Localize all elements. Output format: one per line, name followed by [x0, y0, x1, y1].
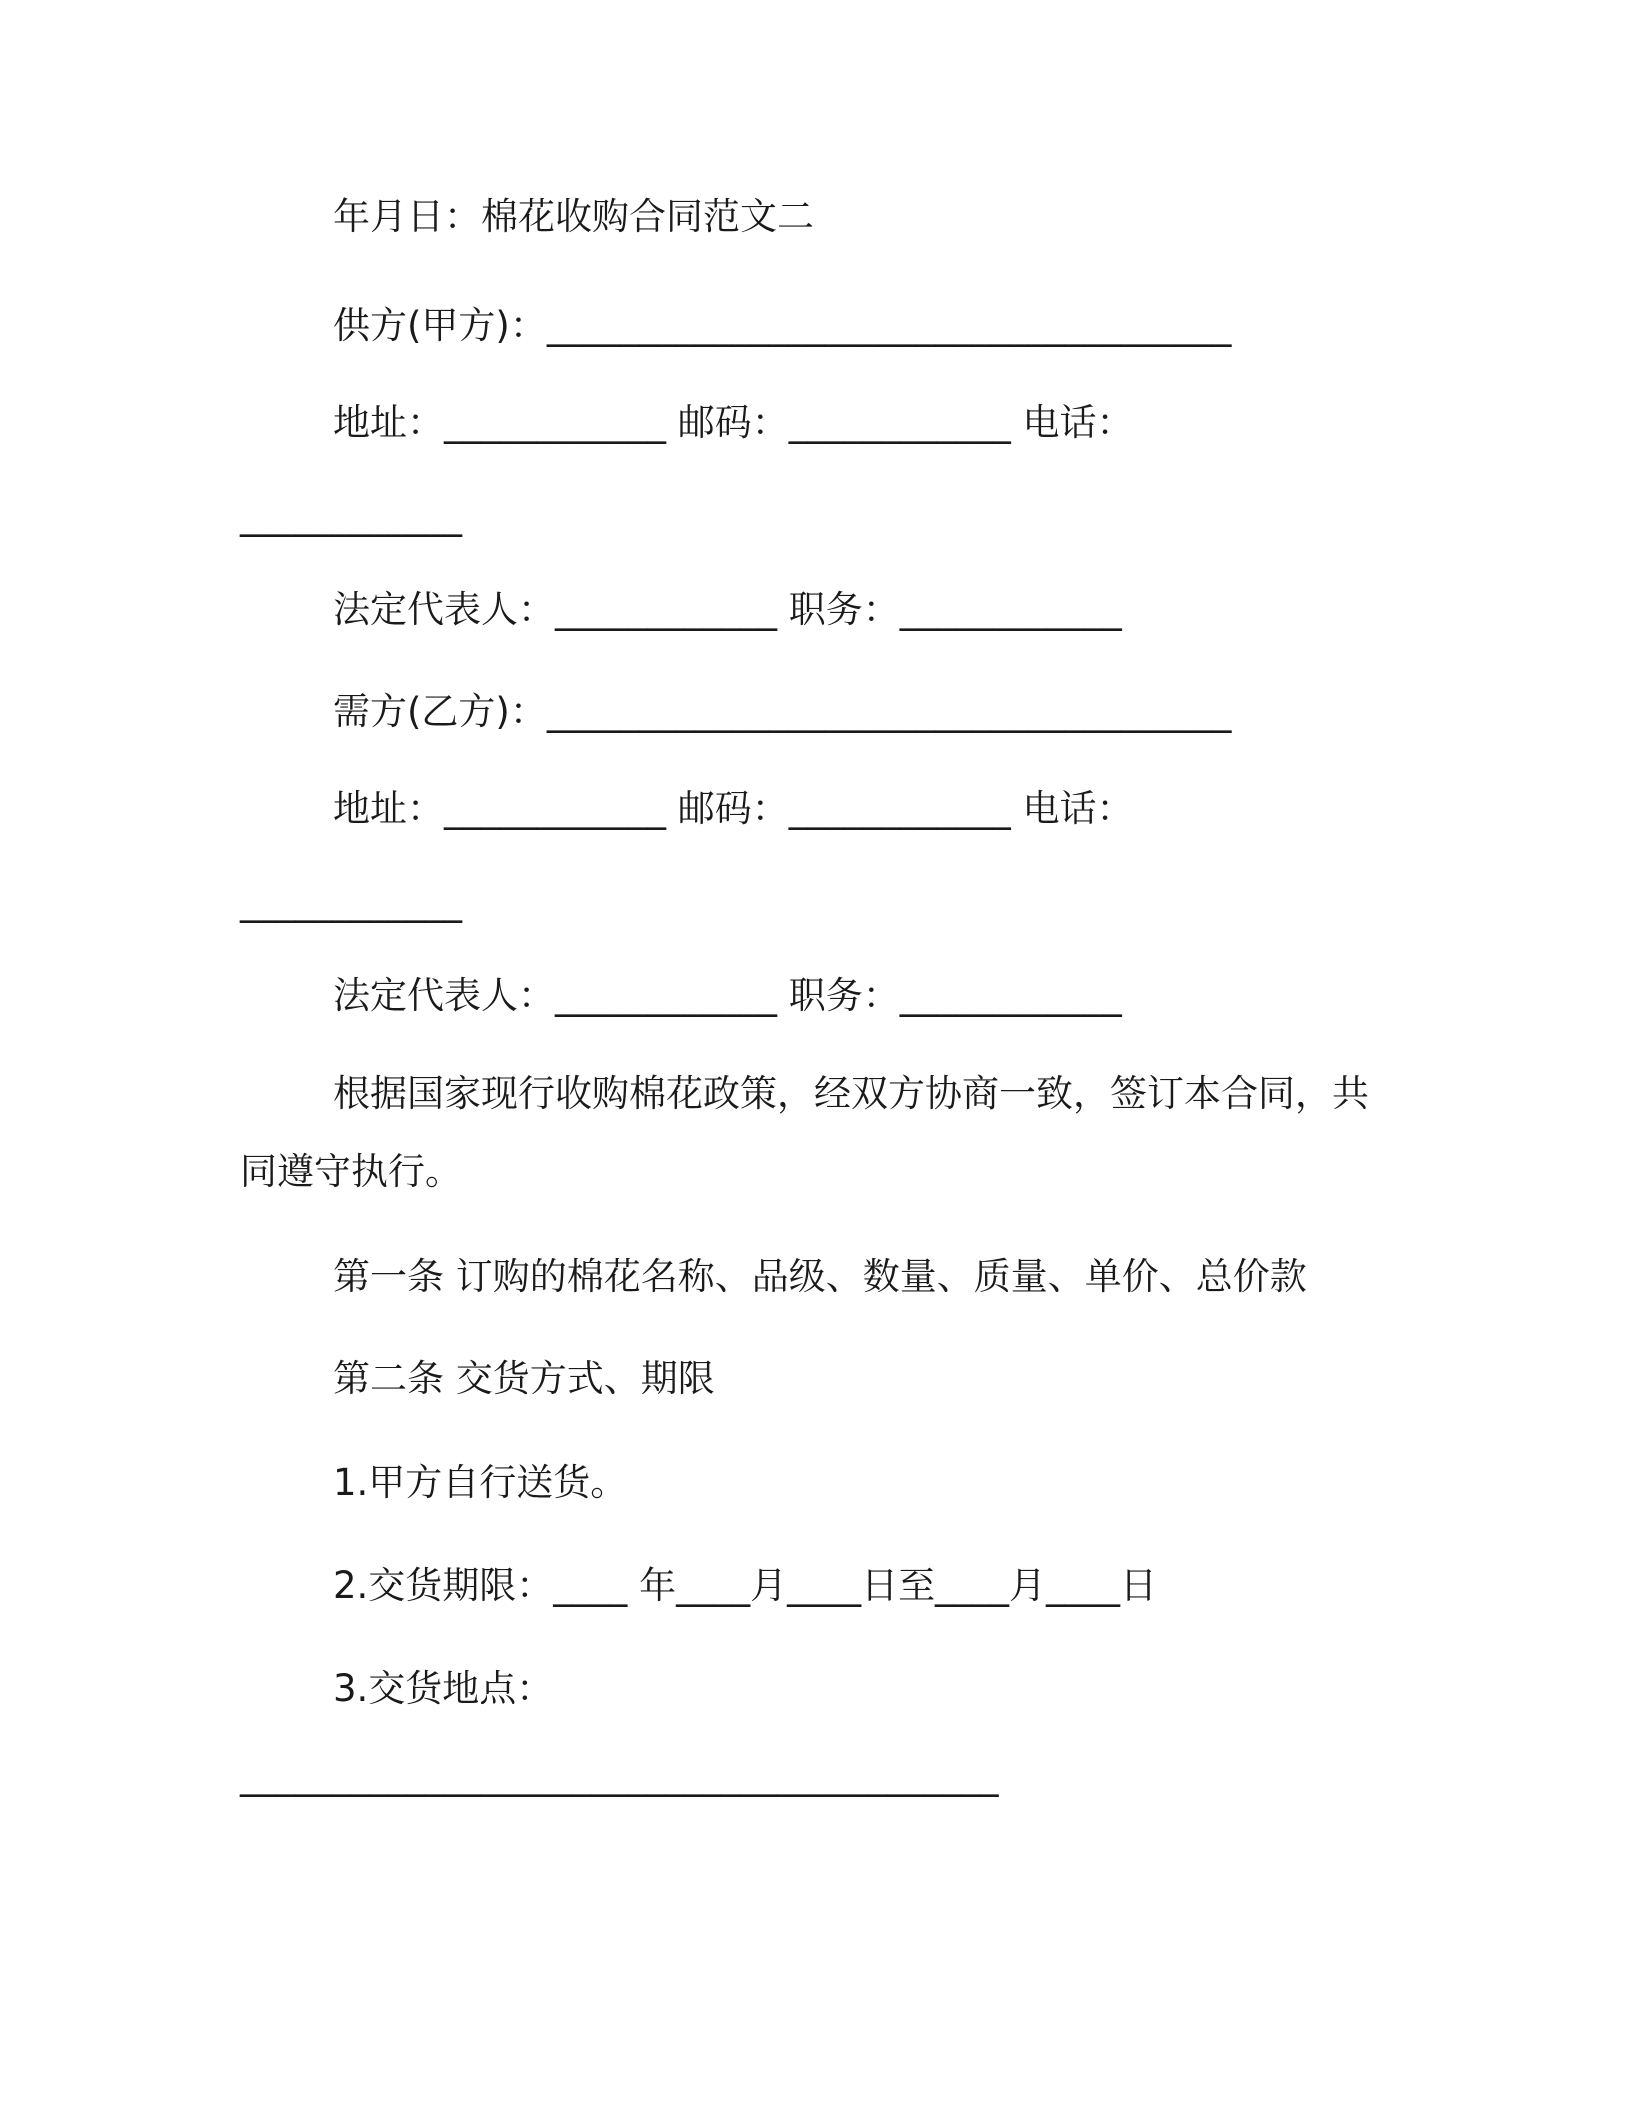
supplier-address-line: 地址：____________ 邮码：____________ 电话： — [333, 401, 1134, 444]
supplier-representative-line: 法定代表人：____________ 职务：____________ — [333, 588, 1122, 631]
article-2-item-3: 3.交货地点： — [333, 1667, 554, 1710]
article-2-item-1: 1.甲方自行送货。 — [333, 1461, 628, 1504]
supplier-phone-blank: ____________ — [240, 494, 462, 537]
article-2-item-2: 2.交货期限：____ 年____月____日至____月____日 — [333, 1564, 1158, 1607]
buyer-phone-blank: ____________ — [240, 880, 462, 923]
delivery-location-blank: _________________________________________ — [240, 1754, 999, 1797]
article-1: 第一条 订购的棉花名称、品级、数量、质量、单价、总价款 — [333, 1255, 1307, 1298]
document-heading: 年月日：棉花收购合同范文二 — [333, 195, 814, 238]
buyer-representative-line: 法定代表人：____________ 职务：____________ — [333, 974, 1122, 1017]
preamble-line-2: 同遵守执行。 — [240, 1150, 462, 1193]
article-2: 第二条 交货方式、期限 — [333, 1357, 715, 1400]
buyer-party-line: 需方(乙方)：_____________________________________ — [333, 690, 1232, 733]
buyer-address-line: 地址：____________ 邮码：____________ 电话： — [333, 787, 1134, 830]
preamble-line-1: 根据国家现行收购棉花政策，经双方协商一致，签订本合同，共 — [333, 1072, 1369, 1115]
supplier-party-line: 供方(甲方)：_____________________________________ — [333, 304, 1232, 347]
